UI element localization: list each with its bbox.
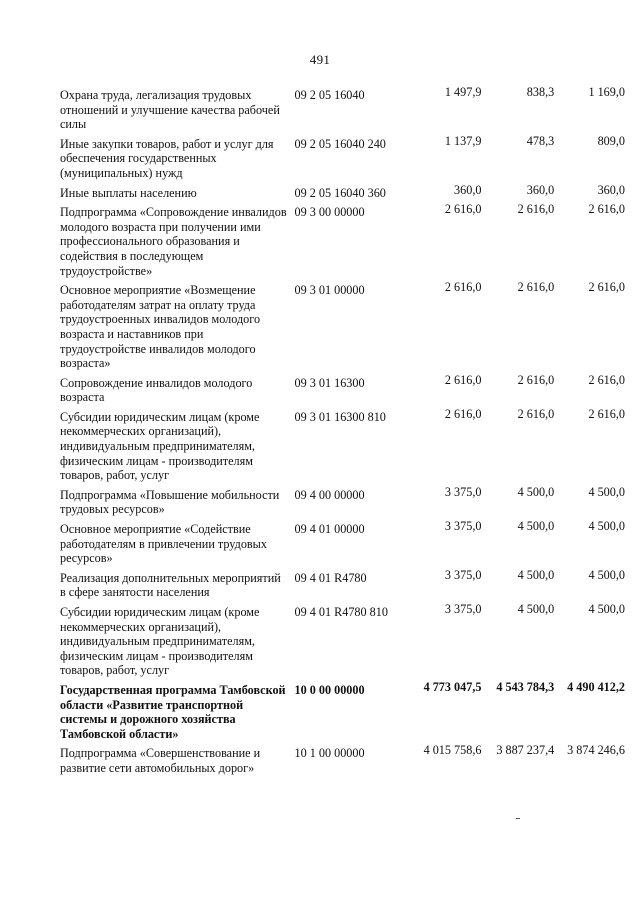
row-code: 10 1 00 00000 [294,746,365,761]
row-code: 10 0 00 00000 [294,682,365,697]
table-row [60,410,625,488]
row-code: 09 3 01 16300 810 [294,409,386,424]
row-code: 09 2 05 16040 240 [294,136,386,151]
row-value-year2: 4 500,0 [517,567,555,582]
scan-mark [516,818,520,819]
row-value-year2: 4 500,0 [517,484,555,499]
table-row [60,522,625,571]
row-value-year1: 1 497,9 [444,85,482,99]
row-code: 09 4 01 R4780 [294,570,367,585]
row-value-year1: 4 015 758,6 [423,743,482,758]
row-value-year1: 2 616,0 [444,372,482,387]
row-value-year1: 2 616,0 [444,202,482,217]
row-name: Подпрограмма «Сопровождение инвалидов молодого возраста при получении ими профессионального образования и содействия в последующем трудоустройстве» [60,205,287,278]
table-row [60,571,625,605]
table-row [60,205,625,283]
row-code: 09 3 00 00000 [294,205,365,220]
row-value-year3: 3 874 246,6 [567,743,625,758]
table-row [60,376,625,410]
row-name: Основное мероприятие «Содействие работодателям в привлечении трудовых ресурсов» [60,522,267,566]
row-name: Сопровождение инвалидов молодого возраста [60,375,253,405]
row-value-year3: 4 500,0 [588,484,625,499]
row-code: 09 3 01 16300 [294,375,365,390]
row-value-year3: 2 616,0 [588,406,625,421]
budget-table [60,85,625,781]
row-value-year2: 4 543 784,3 [496,679,555,694]
row-value-year3: 4 500,0 [588,602,625,616]
row-code: 09 2 05 16040 360 [294,185,386,200]
row-value-year3: 1 169,0 [588,85,625,99]
budget-table-body [60,85,625,781]
page-number: 491 [309,52,331,67]
row-value-year1: 360,0 [454,182,482,197]
row-name: Субсидии юридическим лицам (кроме некоммерческих организаций), индивидуальным предпринимателям, физическим лицам - производителям товаров, работ, услуг [60,409,260,483]
row-value-year2: 360,0 [526,182,555,197]
row-value-year2: 2 616,0 [517,280,555,295]
row-value-year3: 360,0 [597,182,625,197]
table-row [60,683,625,746]
row-name: Подпрограмма «Повышение мобильности трудовых ресурсов» [60,487,280,517]
row-code: 09 4 01 00000 [294,522,365,537]
table-row [60,137,625,186]
row-name: Охрана труда, легализация трудовых отношений и улучшение качества рабочей силы [60,88,280,132]
row-value-year2: 4 500,0 [517,602,555,616]
row-value-year2: 4 500,0 [517,519,555,534]
row-value-year3: 2 616,0 [588,202,625,217]
row-code: 09 4 01 R4780 810 [294,605,388,619]
row-name: Иные выплаты населению [60,185,197,200]
row-value-year2: 2 616,0 [517,406,555,421]
row-code: 09 2 05 16040 [294,88,365,102]
row-code: 09 4 00 00000 [294,487,365,502]
row-value-year2: 478,3 [526,133,555,148]
row-value-year3: 4 500,0 [588,519,625,534]
row-value-year3: 809,0 [597,133,625,148]
table-row [60,488,625,522]
row-value-year2: 2 616,0 [517,372,555,387]
row-value-year1: 2 616,0 [444,280,482,295]
row-name: Основное мероприятие «Возмещение работодателям затрат на оплату труда трудоустроенных инвалидов молодого возраста и наставников при трудоустройстве инвалидов молодого возраста» [60,283,261,371]
row-value-year3: 2 616,0 [588,280,625,295]
row-name: Иные закупки товаров, работ и услуг для обеспечения государственных (муниципальных) нужд [60,136,274,180]
table-row [60,88,625,137]
row-value-year1: 1 137,9 [444,133,482,148]
row-value-year3: 4 490 412,2 [567,679,625,694]
table-row [60,283,625,376]
row-value-year3: 2 616,0 [588,372,625,387]
table-row [60,746,625,780]
row-value-year1: 2 616,0 [444,406,482,421]
row-value-year1: 3 375,0 [444,519,482,534]
row-name: Подпрограмма «Совершенствование и развитие сети автомобильных дорог» [60,746,261,775]
row-value-year2: 2 616,0 [517,202,555,217]
row-code: 09 3 01 00000 [294,283,365,298]
row-value-year2: 3 887 237,4 [496,743,555,758]
row-name: Субсидии юридическим лицам (кроме некоммерческих организаций), индивидуальным предпринимателям, физическим лицам - производителям товаров, работ, услуг [60,605,260,678]
row-value-year1: 3 375,0 [444,567,482,582]
row-value-year1: 3 375,0 [444,484,482,499]
row-value-year3: 4 500,0 [588,567,625,582]
row-value-year2: 838,3 [526,85,555,99]
row-name: Государственная программа Тамбовской области «Развитие транспортной системы и дорожного хозяйства Тамбовской области» [60,682,286,741]
row-value-year1: 4 773 047,5 [423,679,482,694]
row-name: Реализация дополнительных мероприятий в сфере занятости населения [60,570,281,600]
row-value-year1: 3 375,0 [444,602,482,616]
table-row [60,605,625,683]
